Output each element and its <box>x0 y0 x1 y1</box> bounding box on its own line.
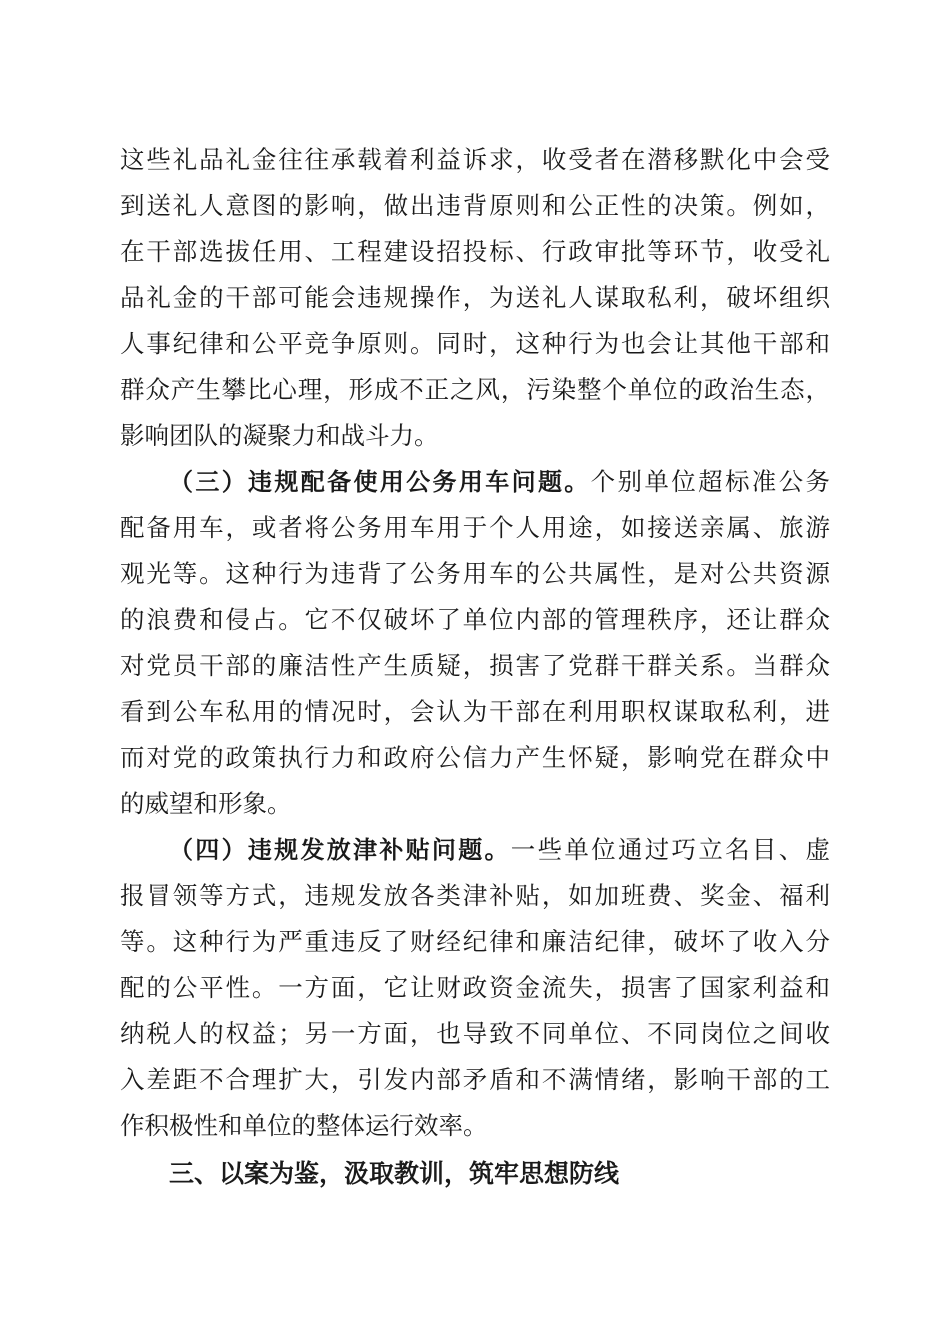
paragraph-3-line: 纳税人的权益；另一方面，也导致不同单位、不同岗位之间收 <box>120 1019 830 1048</box>
paragraph-2-line: 看到公车私用的情况时，会认为干部在利用职权谋取私利，进 <box>120 697 830 726</box>
paragraph-1-line: 人事纪律和公平竞争原则。同时，这种行为也会让其他干部和 <box>120 329 830 358</box>
paragraph-1-line: 品礼金的干部可能会违规操作，为送礼人谋取私利，破坏组织 <box>120 283 830 312</box>
paragraph-1-line: 到送礼人意图的影响，做出违背原则和公正性的决策。例如， <box>120 191 830 220</box>
section-heading: 三、以案为鉴，汲取教训，筑牢思想防线 <box>169 1159 620 1188</box>
paragraph-2-line: 观光等。这种行为违背了公务用车的公共属性，是对公共资源 <box>120 559 830 588</box>
paragraph-1-line: 这些礼品礼金往往承载着利益诉求，收受者在潜移默化中会受 <box>120 145 830 174</box>
paragraph-1-line: 影响团队的凝聚力和战斗力。 <box>120 421 439 450</box>
paragraph-2-line: 的浪费和侵占。它不仅破坏了单位内部的管理秩序，还让群众 <box>120 605 830 634</box>
paragraph-2-first-line <box>169 464 830 500</box>
paragraph-2-lead: （三）违规配备使用公务用车问题。 <box>169 468 591 496</box>
paragraph-3-line: 等。这种行为严重违反了财经纪律和廉洁纪律，破坏了收入分 <box>120 927 830 956</box>
paragraph-2-line: 配备用车，或者将公务用车用于个人用途，如接送亲属、旅游 <box>120 513 830 542</box>
paragraph-3-first-line <box>169 832 830 868</box>
paragraph-2-line: 对党员干部的廉洁性产生质疑，损害了党群干群关系。当群众 <box>120 651 830 680</box>
paragraph-2-first-rest: 个别单位超标准公务 <box>590 467 830 496</box>
paragraph-3-line: 作积极性和单位的整体运行效率。 <box>120 1111 488 1140</box>
paragraph-3-lead: （四）违规发放津补贴问题。 <box>169 836 511 864</box>
paragraph-3-line: 报冒领等方式，违规发放各类津补贴，如加班费、奖金、福利 <box>120 881 830 910</box>
paragraph-2-line: 的威望和形象。 <box>120 789 292 818</box>
paragraph-2-line: 而对党的政策执行力和政府公信力产生怀疑，影响党在群众中 <box>120 743 830 772</box>
paragraph-3-line: 配的公平性。一方面，它让财政资金流失，损害了国家利益和 <box>120 973 830 1002</box>
paragraph-1-line: 群众产生攀比心理，形成不正之风，污染整个单位的政治生态， <box>120 375 830 404</box>
paragraph-3-first-rest: 一些单位通过巧立名目、虚 <box>510 835 830 864</box>
paragraph-3-line: 入差距不合理扩大，引发内部矛盾和不满情绪，影响干部的工 <box>120 1065 830 1094</box>
paragraph-1-line: 在干部选拔任用、工程建设招投标、行政审批等环节，收受礼 <box>120 237 830 266</box>
